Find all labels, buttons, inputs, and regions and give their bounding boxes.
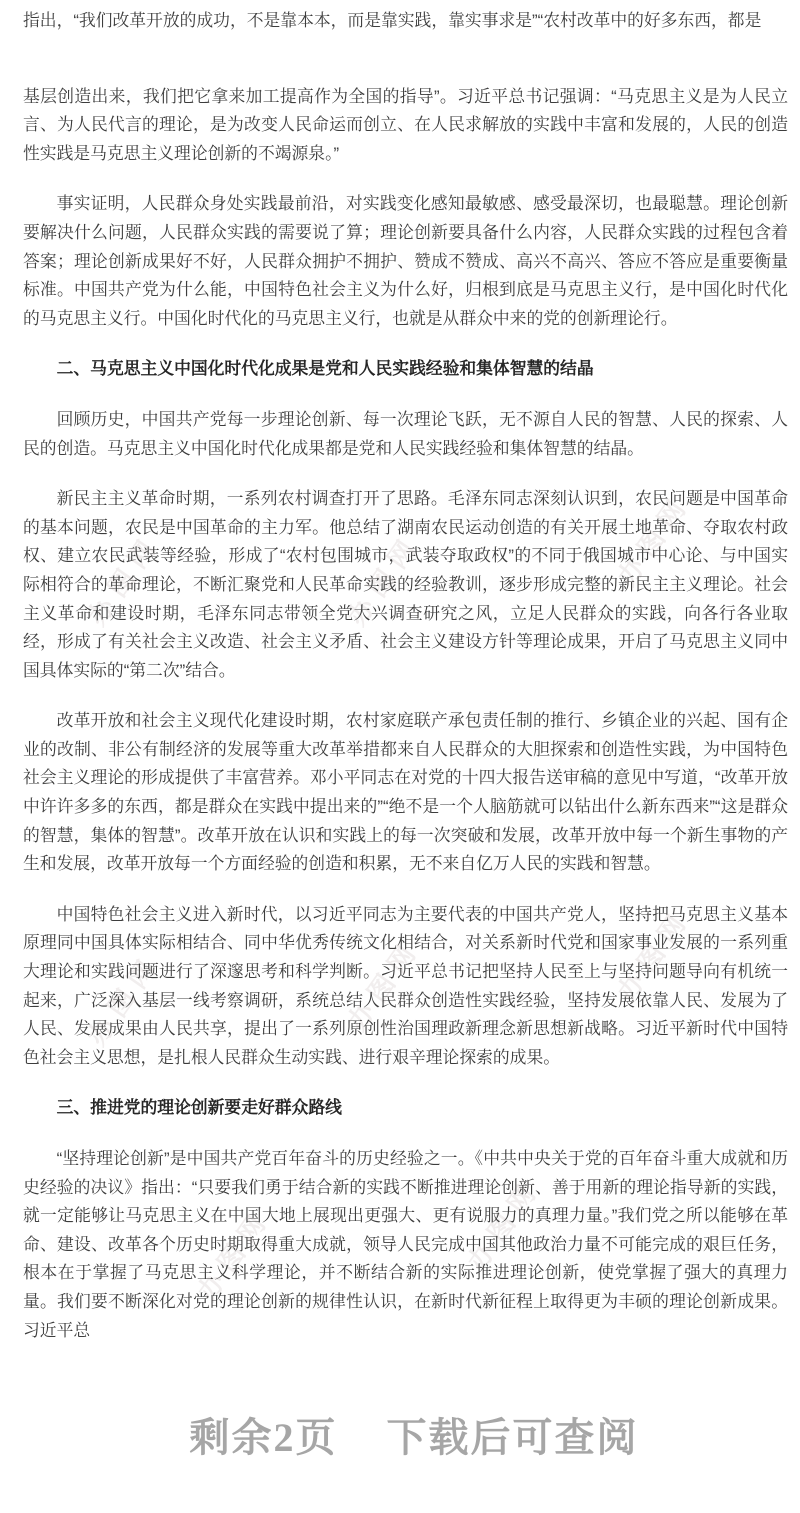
site-watermark: 办图网 [341, 527, 427, 631]
download-hint-label: 下载后可查阅 [386, 1415, 639, 1460]
document-body [23, 7, 788, 1367]
section-heading: 二、马克思主义中国化时代化成果是党和人民实践经验和集体智慧的结晶 [56, 359, 594, 379]
site-watermark: 办图网 [611, 487, 697, 591]
site-watermark: 办图网 [81, 527, 167, 631]
site-watermark: 办图网 [191, 1202, 277, 1306]
paragraph: 事实证明，人民群众身处实践最前沿，对实践变化感知最敏感、感受最深切，也最聪慧。理论创新要解决什么问题，人民群众实践的需要说了算；理论创新要具备什么内容，人民群众实践的过程包含着答案；理论创新成果好不好，人民群众拥护不拥护、赞成不赞成、高兴不高兴、答应不答应是重要衡量标准。中国共产党为什么能，中国特色社会主义为什么好，归根到底是马克思主义行，是中国化时代化的马克思主义行。中国化时代化的马克思主义行，也就是从群众中来的党的创新理论行。 [23, 194, 788, 328]
download-notice [14, 1406, 800, 1463]
paragraph: 中国特色社会主义进入新时代，以习近平同志为主要代表的中国共产党人，坚持把马克思主义基本原理同中国具体实际相结合、同中华优秀传统文化相结合，对关系新时代党和国家事业发展的一系列重大理论和实践问题进行了深邃思考和科学判断。习近平总书记把坚持人民至上与坚持问题导向有机统一起来，广泛深入基层一线考察调研，系统总结人民群众创造性实践经验，坚持发展依靠人民、发展为了人民、发展成果由人民共享，提出了一系列原创性治国理政新理念新思想新战略。习近平新时代中国特色社会主义思想，是扎根人民群众生动实践、进行艰辛理论探索的成果。 [23, 904, 788, 1067]
site-watermark: 办图网 [611, 902, 697, 1006]
section-heading: 三、推进党的理论创新要走好群众路线 [56, 1098, 342, 1118]
paragraph: 改革开放和社会主义现代化建设时期，农村家庭联产承包责任制的推行、乡镇企业的兴起、国有企业的改制、非公有制经济的发展等重大改革举措都来自人民群众的大胆探索和创造性实践，为中国特色社会主义理论的形成提供了丰富营养。邓小平同志在对党的十四大报告送审稿的意见中写道，“改革开放中许许多多的东西，都是群众在实践中提出来的”“绝不是一个人脑筋就可以钻出什么新东西来”“这是群众的智慧，集体的智慧”。改革开放在认识和实践上的每一次突破和发展，改革开放中每一个新生事物的产生和发展，改革开放每一个方面经验的创造和积累，无不来自亿万人民的实践和智慧。 [23, 711, 788, 874]
site-watermark: 办图网 [461, 1172, 547, 1276]
paragraph: 新民主主义革命时期，一系列农村调查打开了思路。毛泽东同志深刻认识到，农民问题是中国革命的基本问题，农民是中国革命的主力军。他总结了湖南农民运动创造的有关开展土地革命、夺取农村政权、建立农民武装等经验，形成了“农村包围城市，武装夺取政权”的不同于俄国城市中心论、与中国实际相符合的革命理论，不断汇聚党和人民革命实践的经验教训，逐步形成完整的新民主主义理论。社会主义革命和建设时期，毛泽东同志带领全党大兴调查研究之风，立足人民群众的实践，向各行各业取经，形成了有关社会主义改造、社会主义矛盾、社会主义建设方针等理论成果，开启了马克思主义同中国具体实际的“第二次”结合。 [23, 489, 788, 680]
remaining-pages-label: 剩余2页 [189, 1415, 338, 1460]
site-watermark: 办图网 [341, 932, 427, 1036]
paragraph-continuation: 指出，“我们改革开放的成功，不是靠本本，而是靠实践，靠实事求是”“农村改革中的好多东西，都是 [23, 11, 762, 30]
site-watermark: 办图网 [81, 947, 167, 1051]
paragraph: 回顾历史，中国共产党每一步理论创新、每一次理论飞跃，无不源自人民的智慧、人民的探索、人民的创造。马克思主义中国化时代化成果都是党和人民实践经验和集体智慧的结晶。 [23, 409, 788, 458]
paragraph: “坚持理论创新”是中国共产党百年奋斗的历史经验之一。《中共中央关于党的百年奋斗重大成就和历史经验的决议》指出：“只要我们勇于结合新的实践不断推进理论创新、善于用新的理论指导新的实践，就一定能够让马克思主义在中国大地上展现出更强大、更有说服力的真理力量。”我们党之所以能够在革命、建设、改革各个历史时期取得重大成就，领导人民完成中国其他政治力量不可能完成的艰巨任务，根本在于掌握了马克思主义科学理论，并不断结合新的实际推进理论创新，使党掌握了强大的真理力量。我们要不断深化对党的理论创新的规律性认识，在新时代新征程上取得更为丰硕的理论创新成果。习近平总 [23, 1149, 788, 1340]
paragraph-continuation: 基层创造出来，我们把它拿来加工提高作为全国的指导”。习近平总书记强调：“马克思主义是为人民立言、为人民代言的理论，是为改变人民命运而创立、在人民求解放的实践中丰富和发展的，人民的创造性实践是马克思主义理论创新的不竭源泉。” [23, 86, 788, 163]
